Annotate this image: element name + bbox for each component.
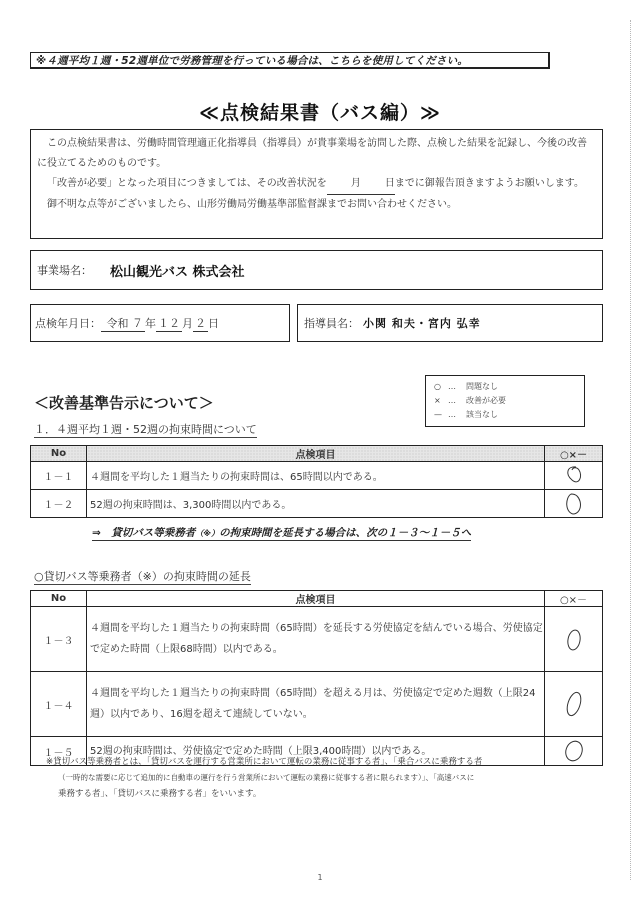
report-month-field: 月 (327, 174, 361, 195)
instructor-label: 指導員名： (304, 317, 359, 330)
row-mark-cell (545, 462, 603, 490)
year-unit: 年 (145, 317, 156, 330)
inspection-date-era-year (101, 315, 145, 332)
table-row (31, 607, 603, 672)
legend-symbol-dash: — (434, 410, 442, 419)
scan-edge-artifact (630, 20, 632, 880)
usage-notice: ※４週平均１週・52週単位で労務管理を行っている場合は、こちらを使用してください。 (30, 52, 550, 69)
row-no: １－２ (31, 490, 87, 518)
handwritten-circle-mark-icon (559, 624, 589, 654)
intro-paragraph-3: 御不明な点等がございましたら、山形労働局労働基準部監督課までお問い合わせください。 (47, 199, 457, 210)
month-unit: 月 (182, 317, 193, 330)
handwritten-circle-mark-icon (559, 464, 589, 488)
legend-label: 改善が必要 (466, 396, 506, 405)
legend-dots: … (448, 410, 456, 419)
header-item: 点検項目 (87, 591, 545, 607)
intro-paragraph-1: この点検結果書は、労働時間管理適正化指導員（指導員）が貴事業場を訪問した際、点検した結果を記録し、今後の改善に役立てるためのものです。 (37, 138, 587, 169)
office-name-value: 松山観光バス 株式会社 (110, 264, 245, 280)
legend-dots: … (448, 396, 456, 405)
row-item: ４週間を平均した１週当たりの拘束時間（65時間）を超える月は、労使協定で定めた週数（上限24週）以内であり、16週を超えて連続していない。 (87, 672, 545, 737)
footnote (46, 754, 626, 802)
day-unit: 日 (208, 317, 219, 330)
row-item: ４週間を平均した１週当たりの拘束時間は、65時間以内である。 (87, 462, 545, 490)
legend-row-ok (434, 380, 584, 394)
page-number: 1 (317, 873, 323, 882)
row-item: 52週の拘束時間は、3,300時間以内である。 (87, 490, 545, 518)
table-row (31, 462, 603, 490)
footnote-line-3: 乗務する者」、「貸切バスに乗務する者」をいいます。 (58, 789, 262, 799)
table-header-row (31, 591, 603, 607)
arrow-note-suffix: の拘束時間を延長する場合は、次の１－３～１－５へ (219, 527, 472, 539)
document-title: ≪点検結果書（バス編）≫ (199, 102, 441, 124)
footnote-line-1: ※貸切バス等乗務者とは、「貸切バスを運行する営業所において運転の業務に従事する者」、「乗合バスに乗務する者 (46, 757, 483, 767)
mark-legend (425, 375, 585, 427)
inspection-date-box (30, 304, 290, 342)
intro-paragraph-2 (37, 174, 596, 195)
inspection-year: ７ (132, 316, 143, 330)
handwritten-circle-mark-icon (559, 492, 589, 516)
arrow-note-prefix: ⇒ 貸切バス等乗務者 (92, 527, 196, 539)
row-mark-cell (545, 607, 603, 672)
section1-table (30, 445, 603, 518)
row-no: １－４ (31, 672, 87, 737)
legend-symbol-circle: ○ (434, 382, 441, 391)
section2-heading: ○貸切バス等乗務者（※）の拘束時間の延長 (34, 570, 251, 583)
table-row (31, 490, 603, 518)
office-name-box (30, 250, 603, 290)
table-header-row (31, 446, 603, 462)
instructor-box (297, 304, 603, 342)
legend-dots: … (448, 382, 456, 391)
inspection-era: 令和 (106, 316, 129, 330)
handwritten-circle-mark-icon (559, 688, 589, 720)
row-no: １－１ (31, 462, 87, 490)
extension-arrow-note (92, 525, 471, 541)
arrow-note-ref: （※） (195, 529, 220, 538)
header-no: No (31, 446, 87, 462)
row-mark-cell (545, 490, 603, 518)
legend-symbol-cross: × (434, 396, 441, 405)
row-item: 52週の拘束時間は、労使協定で定めた時間（上限3,400時間）以内である。 (87, 737, 545, 766)
legend-row-not-applicable (434, 408, 584, 422)
table-row (31, 672, 603, 737)
section-heading: ＜改善基準告示について＞ (34, 394, 214, 412)
row-item: ４週間を平均した１週当たりの拘束時間（65時間）を延長する労使協定を結んでいる場合、労使協定で定めた時間（上限68時間）以内である。 (87, 607, 545, 672)
legend-row-needs-improvement (434, 394, 584, 408)
section2-table (30, 590, 603, 766)
header-mark: ○×－ (545, 446, 603, 462)
footnote-line-2: （一時的な需要に応じて追加的に自動車の運行を行う営業所において運転の業務に従事する者に限られます）」、「高速バスに (58, 773, 475, 782)
header-no: No (31, 591, 87, 607)
row-mark-cell (545, 672, 603, 737)
intro-paragraph-2-after: までに御報告頂きますようお願いします。 (394, 178, 585, 189)
legend-label: 該当なし (466, 410, 498, 419)
intro-box (30, 129, 603, 239)
row-no: １－５ (31, 737, 87, 766)
office-name-label: 事業場名： (37, 264, 92, 277)
inspection-date-label: 点検年月日： (35, 317, 101, 330)
legend-label: 問題なし (466, 382, 498, 391)
inspection-day: ２ (195, 316, 206, 330)
instructor-names: 小関 和夫・宮内 弘幸 (363, 317, 481, 330)
header-mark: ○×－ (545, 591, 603, 607)
header-item: 点検項目 (87, 446, 545, 462)
row-no: １－３ (31, 607, 87, 672)
inspection-month: １２ (158, 316, 180, 330)
intro-paragraph-2-before: 「改善が必要」となった項目につきましては、その改善状況を (47, 178, 327, 189)
report-day-field: 日 (361, 174, 395, 195)
section1-heading: １．４週平均１週・52週の拘束時間について (34, 423, 257, 436)
